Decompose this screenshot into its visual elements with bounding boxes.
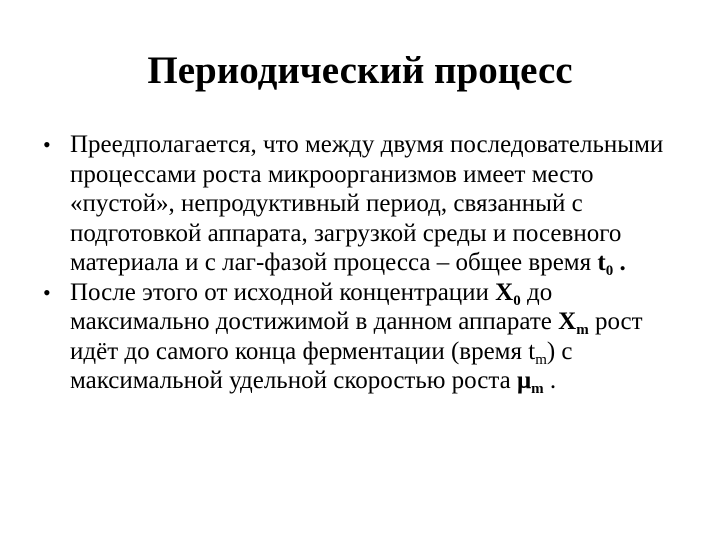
subscript: 0: [605, 263, 614, 279]
bullet-text: После этого от исходной концентрации: [70, 278, 496, 306]
symbol-mu-m: $\mu_m$: [516, 367, 544, 397]
bullet-text: до максимально достижимой в данном аппарате: [70, 278, 559, 335]
symbol-xm: $X_m$: [558, 308, 589, 338]
symbol-x0: $X_0$: [495, 278, 521, 309]
slide-title: Периодический процесс: [147, 49, 573, 92]
subscript: m: [535, 351, 547, 368]
subscript: 0: [513, 292, 521, 309]
bullet-text: рост идёт до самого конца ферментации (время t: [70, 308, 643, 365]
subscript: m: [576, 322, 589, 338]
bullet-item-idle-period: [40, 130, 690, 278]
bullet-text-end: .: [613, 249, 626, 276]
subscript: m: [531, 381, 544, 397]
bullet-item-growth: [40, 278, 690, 396]
bullet-marker: •: [43, 279, 51, 305]
bullet-list: [40, 130, 690, 396]
bullet-text-end: .: [543, 367, 557, 394]
bullet-text: Преедполагается, что между двумя последовательными процессами роста микроорганизмов имеет место «пустой», непродуктивный период, связанный с подготовкой аппарата, загрузкой среды и посевного материала и с лаг-фазой процесса – общее время: [70, 131, 664, 276]
bullet-marker: •: [43, 132, 51, 157]
bullet-text: ) с максимальной удельной скоростью роста: [70, 337, 573, 394]
symbol-t: $t_0$: [597, 249, 614, 279]
